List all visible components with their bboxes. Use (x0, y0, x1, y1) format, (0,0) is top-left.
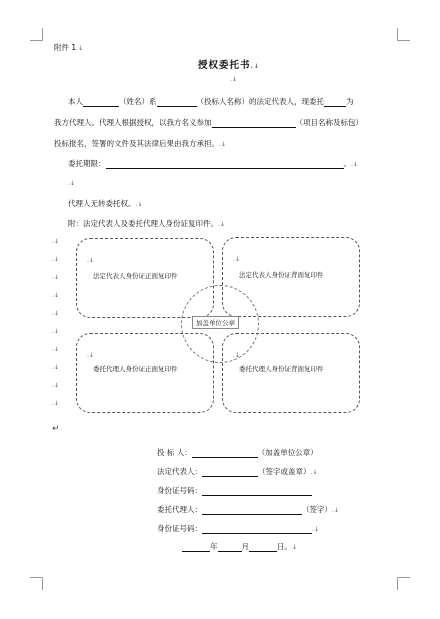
id-number-blank-2[interactable] (202, 524, 312, 534)
agent-signature-line: 委托代理人： （签字）.↓ (157, 505, 339, 514)
id-number-blank-1[interactable] (202, 486, 312, 496)
crop-mark-top-right (397, 28, 410, 41)
day-blank[interactable] (249, 542, 277, 552)
paragraph-mark: .↓ (68, 180, 75, 187)
paragraph-mark: .↓ (52, 382, 59, 389)
paragraph-mark: .↓ (52, 292, 59, 299)
no-subdelegation: 代理人无转委托权。.↓ (68, 199, 143, 208)
legal-rep-id-front-box: .↓ 法定代表人身份证正面复印件 (76, 238, 214, 318)
agent-id-back-box: .↓ 委托代理人身份证背面复印件 (222, 333, 360, 413)
paragraph-mark: .↓ (52, 274, 59, 281)
paragraph-mark: .↓ (52, 364, 59, 371)
id-number-line-2: 身份证号码： .↓ (157, 524, 319, 533)
return-mark: ↵ (52, 424, 60, 434)
document-title: 授权委托书.↓ (198, 60, 260, 71)
legal-rep-id-back-box: .↓ 法定代表人身份证背面复印件 (222, 237, 360, 317)
authorization-line-2: 我方代理人。代理人根据授权，以我方名义参加 （项目名称及标包） (54, 118, 363, 127)
paragraph-mark: .↓ (52, 400, 59, 407)
project-name-blank[interactable] (212, 118, 296, 128)
crop-mark-bottom-right (397, 577, 410, 590)
authorization-line-1: 本人 （姓名）系 （投标人名称）的法定代表人，现委托 为 (68, 97, 354, 106)
paragraph-mark: .↓ (52, 328, 59, 335)
agent-name-blank[interactable] (324, 97, 346, 107)
date-line: 年 月 日。↓ (182, 541, 297, 552)
paragraph-mark: .↓ (230, 76, 237, 83)
authorization-line-3: 投标报名，签署的文件及其法律后果由我方承担。.↓ (54, 139, 226, 148)
crop-mark-top-left (30, 28, 43, 41)
seal-label-box: 加盖单位公章 (192, 316, 239, 329)
year-blank[interactable] (182, 542, 210, 552)
bidder-blank[interactable] (192, 448, 258, 458)
legal-rep-signature-line: 法定代表人： （签字或盖章）.↓ (157, 467, 318, 476)
month-blank[interactable] (218, 542, 242, 552)
agent-blank[interactable] (202, 505, 302, 515)
id-number-line-1: 身份证号码： (157, 485, 312, 496)
bidder-signature-line: 投 标 人： （加盖单位公章） (157, 448, 318, 457)
entrust-period: 委托期限： 。.↓ (68, 159, 358, 168)
attachment-note: 附：法定代表人及委托代理人身份证复印件。.↓ (68, 219, 225, 228)
attachment-label: 附件 1.↓ (54, 43, 84, 52)
paragraph-mark: .↓ (52, 256, 59, 263)
paragraph-mark: .↓ (52, 346, 59, 353)
paragraph-mark: .↓ (52, 310, 59, 317)
legal-rep-blank[interactable] (202, 467, 258, 477)
paragraph-mark: .↓ (52, 238, 59, 245)
bidder-name-blank[interactable] (157, 97, 197, 107)
name-blank[interactable] (83, 97, 119, 107)
crop-mark-bottom-left (30, 577, 43, 590)
period-blank[interactable] (106, 159, 344, 169)
agent-id-front-box: .↓ 委托代理人身份证正面复印件 (76, 333, 214, 413)
